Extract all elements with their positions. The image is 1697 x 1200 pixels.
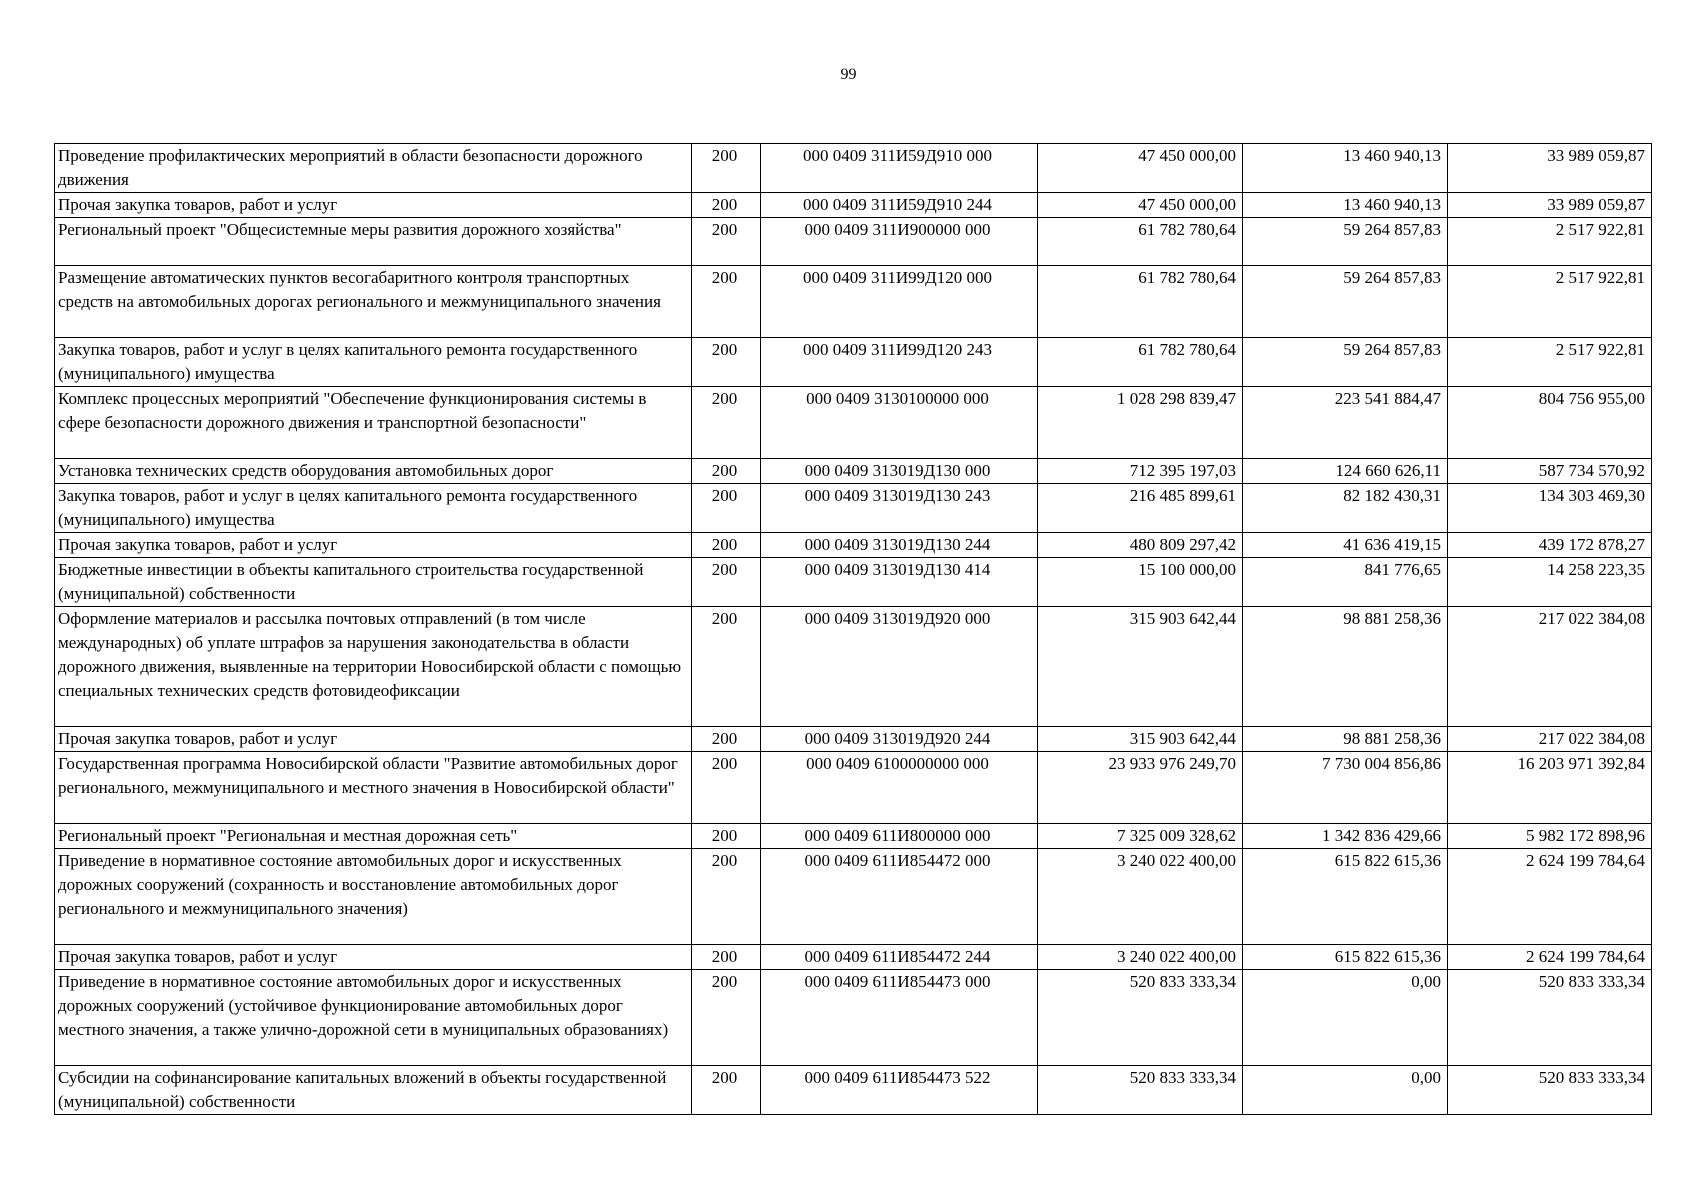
table-row (55, 970, 1652, 1066)
table-row (55, 387, 1652, 459)
row-name: Прочая закупка товаров, работ и услуг (55, 193, 692, 218)
row-classification-code: 000 0409 311И99Д120 000 (761, 266, 1038, 338)
row-approved-amount: 15 100 000,00 (1038, 558, 1243, 607)
row-name: Прочая закупка товаров, работ и услуг (55, 533, 692, 558)
table-row (55, 218, 1652, 266)
row-approved-amount: 47 450 000,00 (1038, 144, 1243, 193)
row-unexecuted-amount: 217 022 384,08 (1448, 727, 1652, 752)
row-approved-amount: 520 833 333,34 (1038, 970, 1243, 1066)
row-name: Прочая закупка товаров, работ и услуг (55, 945, 692, 970)
table-row (55, 533, 1652, 558)
row-line-code: 200 (692, 459, 761, 484)
row-executed-amount: 13 460 940,13 (1243, 144, 1448, 193)
row-name: Закупка товаров, работ и услуг в целях капитального ремонта государственного (муниципального) имущества (55, 484, 692, 533)
row-approved-amount: 23 933 976 249,70 (1038, 752, 1243, 824)
row-approved-amount: 712 395 197,03 (1038, 459, 1243, 484)
table-body (55, 144, 1652, 1115)
row-approved-amount: 3 240 022 400,00 (1038, 945, 1243, 970)
row-line-code: 200 (692, 849, 761, 945)
table-row (55, 144, 1652, 193)
row-approved-amount: 61 782 780,64 (1038, 338, 1243, 387)
table-row (55, 824, 1652, 849)
row-executed-amount: 98 881 258,36 (1243, 727, 1448, 752)
row-line-code: 200 (692, 1066, 761, 1115)
row-unexecuted-amount: 439 172 878,27 (1448, 533, 1652, 558)
row-executed-amount: 1 342 836 429,66 (1243, 824, 1448, 849)
row-executed-amount: 615 822 615,36 (1243, 945, 1448, 970)
table-row (55, 752, 1652, 824)
row-line-code: 200 (692, 338, 761, 387)
row-approved-amount: 1 028 298 839,47 (1038, 387, 1243, 459)
row-executed-amount: 0,00 (1243, 1066, 1448, 1115)
row-unexecuted-amount: 2 517 922,81 (1448, 338, 1652, 387)
row-executed-amount: 98 881 258,36 (1243, 607, 1448, 727)
row-line-code: 200 (692, 607, 761, 727)
row-name: Установка технических средств оборудования автомобильных дорог (55, 459, 692, 484)
row-unexecuted-amount: 804 756 955,00 (1448, 387, 1652, 459)
table-row (55, 266, 1652, 338)
row-line-code: 200 (692, 970, 761, 1066)
row-classification-code: 000 0409 611И854472 244 (761, 945, 1038, 970)
row-classification-code: 000 0409 311И900000 000 (761, 218, 1038, 266)
row-line-code: 200 (692, 484, 761, 533)
row-name: Размещение автоматических пунктов весогабаритного контроля транспортных средств на автомобильных дорогах регионального и межмуниципального значения (55, 266, 692, 338)
row-name: Приведение в нормативное состояние автомобильных дорог и искусственных дорожных сооружений (сохранность и восстановление автомобильных дорог регионального и межмуниципального значения) (55, 849, 692, 945)
row-name: Субсидии на софинансирование капитальных вложений в объекты государственной (муниципальной) собственности (55, 1066, 692, 1115)
row-classification-code: 000 0409 611И854473 000 (761, 970, 1038, 1066)
row-unexecuted-amount: 520 833 333,34 (1448, 1066, 1652, 1115)
row-classification-code: 000 0409 313019Д130 244 (761, 533, 1038, 558)
row-executed-amount: 223 541 884,47 (1243, 387, 1448, 459)
row-classification-code: 000 0409 313019Д130 243 (761, 484, 1038, 533)
row-unexecuted-amount: 2 624 199 784,64 (1448, 945, 1652, 970)
row-approved-amount: 47 450 000,00 (1038, 193, 1243, 218)
row-unexecuted-amount: 2 517 922,81 (1448, 266, 1652, 338)
row-line-code: 200 (692, 193, 761, 218)
table-row (55, 849, 1652, 945)
row-executed-amount: 124 660 626,11 (1243, 459, 1448, 484)
row-name: Бюджетные инвестиции в объекты капитального строительства государственной (муниципальной) собственности (55, 558, 692, 607)
row-classification-code: 000 0409 313019Д920 000 (761, 607, 1038, 727)
row-unexecuted-amount: 14 258 223,35 (1448, 558, 1652, 607)
row-executed-amount: 82 182 430,31 (1243, 484, 1448, 533)
row-approved-amount: 216 485 899,61 (1038, 484, 1243, 533)
row-line-code: 200 (692, 266, 761, 338)
table-row (55, 1066, 1652, 1115)
row-name: Комплекс процессных мероприятий "Обеспечение функционирования системы в сфере безопасности дорожного движения и транспортной безопасности" (55, 387, 692, 459)
row-unexecuted-amount: 2 624 199 784,64 (1448, 849, 1652, 945)
table-row (55, 193, 1652, 218)
row-executed-amount: 13 460 940,13 (1243, 193, 1448, 218)
row-classification-code: 000 0409 611И854472 000 (761, 849, 1038, 945)
row-approved-amount: 315 903 642,44 (1038, 727, 1243, 752)
row-executed-amount: 59 264 857,83 (1243, 218, 1448, 266)
row-unexecuted-amount: 33 989 059,87 (1448, 193, 1652, 218)
row-classification-code: 000 0409 6100000000 000 (761, 752, 1038, 824)
row-unexecuted-amount: 134 303 469,30 (1448, 484, 1652, 533)
row-executed-amount: 59 264 857,83 (1243, 266, 1448, 338)
row-approved-amount: 480 809 297,42 (1038, 533, 1243, 558)
row-approved-amount: 3 240 022 400,00 (1038, 849, 1243, 945)
row-executed-amount: 0,00 (1243, 970, 1448, 1066)
row-unexecuted-amount: 5 982 172 898,96 (1448, 824, 1652, 849)
row-unexecuted-amount: 587 734 570,92 (1448, 459, 1652, 484)
table-row (55, 338, 1652, 387)
table-row (55, 945, 1652, 970)
row-unexecuted-amount: 16 203 971 392,84 (1448, 752, 1652, 824)
row-unexecuted-amount: 2 517 922,81 (1448, 218, 1652, 266)
budget-execution-table (54, 143, 1652, 1115)
row-executed-amount: 615 822 615,36 (1243, 849, 1448, 945)
row-approved-amount: 61 782 780,64 (1038, 218, 1243, 266)
row-classification-code: 000 0409 311И59Д910 244 (761, 193, 1038, 218)
row-line-code: 200 (692, 727, 761, 752)
row-line-code: 200 (692, 144, 761, 193)
row-line-code: 200 (692, 533, 761, 558)
row-unexecuted-amount: 33 989 059,87 (1448, 144, 1652, 193)
row-executed-amount: 41 636 419,15 (1243, 533, 1448, 558)
row-line-code: 200 (692, 752, 761, 824)
row-line-code: 200 (692, 945, 761, 970)
row-classification-code: 000 0409 311И59Д910 000 (761, 144, 1038, 193)
row-classification-code: 000 0409 313019Д130 414 (761, 558, 1038, 607)
row-name: Проведение профилактических мероприятий в области безопасности дорожного движения (55, 144, 692, 193)
row-classification-code: 000 0409 611И854473 522 (761, 1066, 1038, 1115)
row-classification-code: 000 0409 311И99Д120 243 (761, 338, 1038, 387)
row-line-code: 200 (692, 558, 761, 607)
row-name: Приведение в нормативное состояние автомобильных дорог и искусственных дорожных сооружений (устойчивое функционирование автомобильных дорог местного значения, а также улично-дорожной сети в муниципальных образованиях) (55, 970, 692, 1066)
table-row (55, 459, 1652, 484)
row-classification-code: 000 0409 611И800000 000 (761, 824, 1038, 849)
row-executed-amount: 841 776,65 (1243, 558, 1448, 607)
row-classification-code: 000 0409 313019Д920 244 (761, 727, 1038, 752)
table-row (55, 727, 1652, 752)
row-approved-amount: 315 903 642,44 (1038, 607, 1243, 727)
row-approved-amount: 520 833 333,34 (1038, 1066, 1243, 1115)
row-classification-code: 000 0409 313019Д130 000 (761, 459, 1038, 484)
row-name: Закупка товаров, работ и услуг в целях капитального ремонта государственного (муниципального) имущества (55, 338, 692, 387)
row-unexecuted-amount: 217 022 384,08 (1448, 607, 1652, 727)
row-name: Прочая закупка товаров, работ и услуг (55, 727, 692, 752)
page-number: 99 (840, 66, 857, 83)
row-line-code: 200 (692, 387, 761, 459)
row-executed-amount: 59 264 857,83 (1243, 338, 1448, 387)
table-row (55, 558, 1652, 607)
table-row (55, 484, 1652, 533)
row-executed-amount: 7 730 004 856,86 (1243, 752, 1448, 824)
row-name: Государственная программа Новосибирской области "Развитие автомобильных дорог регионального, межмуниципального и местного значения в Новосибирской области" (55, 752, 692, 824)
row-name: Региональный проект "Общесистемные меры развития дорожного хозяйства" (55, 218, 692, 266)
row-name: Оформление материалов и рассылка почтовых отправлений (в том числе международных) об уплате штрафов за нарушения законодательства в области дорожного движения, выявленные на территории Новосибирской области с помощью специальных технических средств фотовидеофиксации (55, 607, 692, 727)
table-row (55, 607, 1652, 727)
row-classification-code: 000 0409 3130100000 000 (761, 387, 1038, 459)
row-approved-amount: 61 782 780,64 (1038, 266, 1243, 338)
row-line-code: 200 (692, 218, 761, 266)
row-line-code: 200 (692, 824, 761, 849)
row-approved-amount: 7 325 009 328,62 (1038, 824, 1243, 849)
row-name: Региональный проект "Региональная и местная дорожная сеть" (55, 824, 692, 849)
row-unexecuted-amount: 520 833 333,34 (1448, 970, 1652, 1066)
